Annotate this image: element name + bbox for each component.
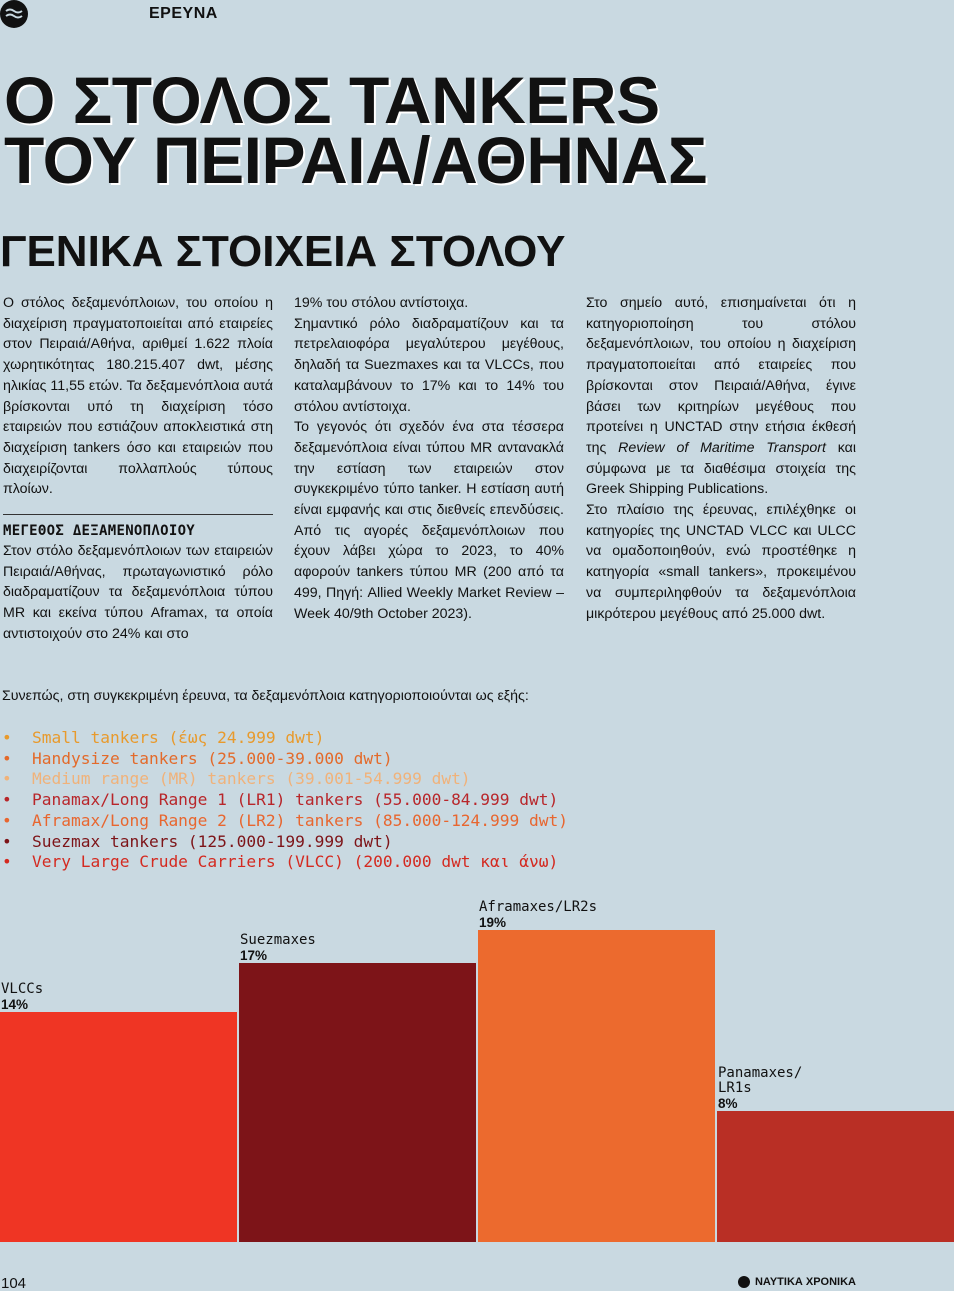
bar-category-label: Aframaxes/LR2s <box>479 899 598 915</box>
categories-intro: Συνεπώς, στη συγκεκριμένη έρευνα, τα δεξαμενόπλοια κατηγοριοποιούνται ως εξής: <box>2 688 529 704</box>
magazine-logo <box>0 0 28 28</box>
bar-category-label: Panamaxes/ LR1s <box>718 1064 803 1096</box>
paragraph: Το γεγονός ότι σχεδόν ένα στα τέσσερα δεξαμενόπλοια είναι τύπου MR αντανακλά την εστίαση των εταιρειών στον συγκεκριμένο τύπο tanker. Η εστίαση αυτή είναι εμφανής και στις διεθνείς επενδύσεις. Από τις αγορές δεξαμενόπλοιων που έχουν λάβει χώρα το 2023, το 40% αφορούν tankers τύπου MR (200 από τα 499, Πηγή: Allied Weekly Market Review – Week 40/9th October 2023). <box>294 419 564 622</box>
divider <box>3 514 273 515</box>
list-item <box>2 728 568 749</box>
brand-name: ΝΑΥΤΙΚΑ ΧΡΟΝΙΚΑ <box>754 1276 856 1288</box>
brand-logo-icon <box>738 1276 750 1288</box>
bullet: • <box>2 831 12 851</box>
paragraph: Στον στόλο δεξαμενόπλοιων των εταιρειών Πειραιά/Αθήνας, πρωταγωνιστικό ρόλο διαδραματίζουν τα δεξαμενόπλοια τύπου MR και εκείνα τύπου Aframax, τα οποία αντιστοιχούν στο 24% και στο <box>3 543 273 642</box>
category-label: Suezmax tankers (125.000-199.999 dwt) <box>32 831 393 851</box>
text-column-2 <box>294 293 564 624</box>
paragraph: Σημαντικό ρόλο διαδραματίζουν και τα πετρελαιοφόρα μεγαλύτερου μεγέθους, δηλαδή τα Suezmaxes και τα VLCCs, που καταλαμβάνουν το 17% και το 14% του στόλου αντίστοιχα. <box>294 315 564 415</box>
bar-category-label: VLCCs <box>1 981 44 998</box>
column-heading: ΜΕΓΕΘΟΣ ΔΕΞΑΜΕΝΟΠΛΟΙΟΥ <box>3 523 196 540</box>
bullet: • <box>2 728 12 747</box>
bullet: • <box>2 852 12 872</box>
page-title <box>4 63 707 197</box>
list-item <box>2 790 568 811</box>
bar-0 <box>0 1012 237 1242</box>
bullet: • <box>2 790 12 810</box>
category-label: Very Large Crude Carriers (VLCC) (200.000 dwt και άνω) <box>32 852 559 872</box>
list-item <box>2 852 568 873</box>
category-label: Small tankers (έως 24.999 dwt) <box>32 728 325 747</box>
bullet: • <box>2 810 12 830</box>
page-title-line-2: ΤΟΥ ΠΕΙΡΑΙΑ/ΑΘΗΝΑΣ <box>4 123 707 197</box>
text-column-1 <box>3 293 273 645</box>
bar-value-label: 17% <box>240 947 268 963</box>
category-label: Aframax/Long Range 2 (LR2) tankers (85.000-124.999 dwt) <box>32 810 569 830</box>
bar-2 <box>478 930 715 1242</box>
bar-value-label: 14% <box>1 997 29 1013</box>
footer-brand <box>738 1276 856 1288</box>
list-item <box>2 769 568 790</box>
bar-category-label: Suezmaxes <box>240 931 316 948</box>
list-item <box>2 832 568 853</box>
paragraph: Στο πλαίσιο της έρευνας, επιλέχθηκε οι κατηγορίες της UNCTAD VLCC και ULCC να ομαδοποιηθούν, ενώ προστέθηκε η κατηγορία «small tankers», προκειμένου να συμπεριληφθούν τα δεξαμενόπλοια μικρότερου μεγέθους από 25.000 dwt. <box>586 502 856 622</box>
bar-3 <box>717 1111 954 1242</box>
page-title-line-1: Ο ΣΤΟΛΟΣ TANKERS <box>4 63 660 137</box>
list-item <box>2 749 568 770</box>
category-label: Panamax/Long Range 1 (LR1) tankers (55.000-84.999 dwt) <box>32 790 559 810</box>
paragraph: Ο στόλος δεξαμενόπλοιων, του οποίου η διαχείριση πραγματοποιείται από εταιρείες στον Πειραιά/Αθήνα, αριθμεί 1.622 πλοία χωρητικότητας 180.215.407 dwt, μέσης ηλικίας 11,55 ετών. Τα δεξαμενόπλοια αυτά βρίσκονται υπό τη διαχείριση τόσο εταιρειών που εστιάζουν αποκλειστικά στη διαχείριση tankers όσο και εταιρειών που διαχειρίζονται πολλαπλούς τύπους πλοίων. <box>3 295 273 498</box>
paragraph-part: και σύμφωνα με τα διαθέσιμα στοιχεία της Greek Shipping Publications. <box>586 439 856 498</box>
category-label: Medium range (MR) tankers (39.001-54.999 dwt) <box>32 769 471 789</box>
list-item <box>2 811 568 832</box>
wave-icon <box>5 8 23 20</box>
bar-1 <box>239 963 476 1242</box>
bullet: • <box>2 748 12 768</box>
bar-value-label: 19% <box>479 915 507 930</box>
bullet: • <box>2 769 12 789</box>
paragraph <box>586 293 856 500</box>
fleet-share-bar-chart <box>0 880 954 1242</box>
report-title: Review of Maritime Transport <box>618 439 826 456</box>
paragraph: 19% του στόλου αντίστοιχα. <box>294 295 469 311</box>
bar-value-label: 8% <box>718 1095 738 1111</box>
text-column-3 <box>586 293 856 624</box>
section-subtitle: ΓΕΝΙΚΑ ΣΤΟΙΧΕΙΑ ΣΤΟΛΟΥ <box>0 227 566 276</box>
paragraph-part: Στο σημείο αυτό, επισημαίνεται ότι η κατηγοριοποίηση του στόλου δεξαμενόπλοιων, του οποίου η διαχείριση πραγματοποιείται από εταιρείες που βρίσκονται στον Πειραιά/Αθήνα, έγινε βάσει των κριτηρίων μεγέθους που προτείνει η UNCTAD στην ετήσια έκθεσή της <box>586 295 856 456</box>
category-label: Handysize tankers (25.000-39.000 dwt) <box>32 748 393 768</box>
page-number: 104 <box>1 1275 27 1291</box>
section-label: ΕΡΕΥΝΑ <box>149 5 218 22</box>
category-list <box>2 728 568 873</box>
